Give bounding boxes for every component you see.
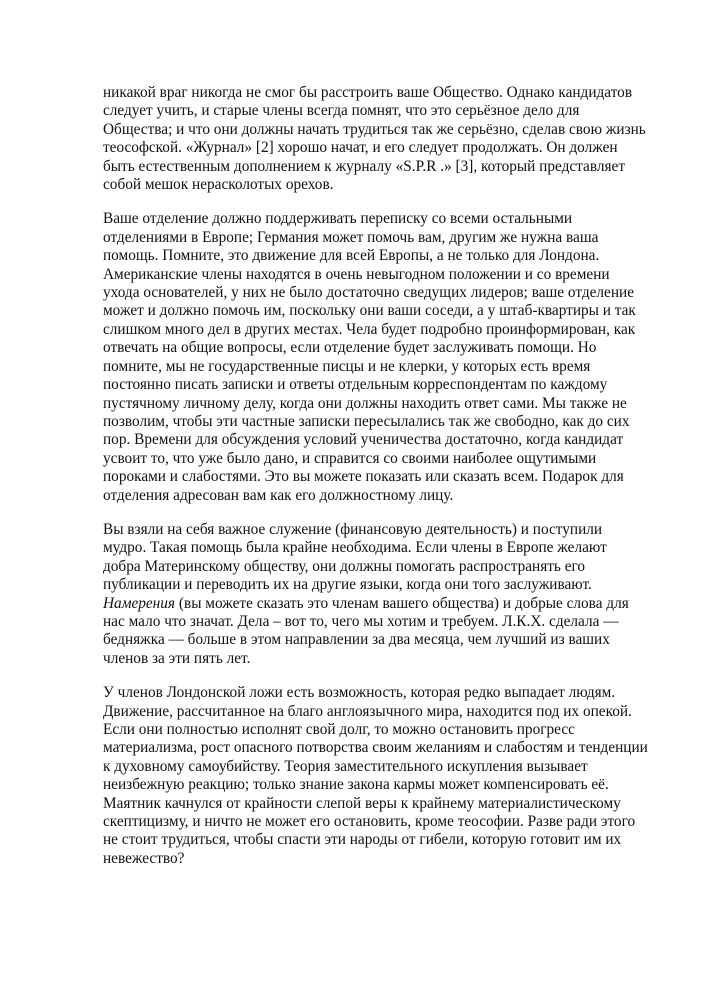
paragraph-2 (103, 210, 648, 505)
paragraph-text: (вы можете сказать это членам вашего общества) и добрые слова для нас мало что значат. Дела – вот то, чего мы хотим и требуем. Л.К.Х. сделала — бедняжка — больше в этом направлении за два месяца, чем лучший из ваших членов за эти пять лет. (103, 594, 629, 667)
paragraph-text: никакой враг никогда не смог бы расстроить ваше Общество. Однако кандидатов следует учить, и старые члены всегда помнят, что это серьёзное дело для Общества; и что они должны начать трудиться так же серьёзно, сделав свою жизнь теософской. «Журнал» [2] хорошо начат, и его следует продолжать. Он должен быть естественным дополнением к журналу «S.P.R .» [3], который представляет собой мешок нерасколотых орехов. (103, 84, 646, 194)
document-page (103, 84, 648, 884)
paragraph-3 (103, 521, 648, 668)
paragraph-text: У членов Лондонской ложи есть возможность, которая редко выпадает людям. Движение, рассчитанное на благо англоязычного мира, находится под их опекой. Если они полностью исполнят свой долг, то можно остановить прогресс материализма, рост опасного потворства своим желаниям и слабостям и тенденции к духовному самоубийству. Теория заместительного искупления вызывает неизбежную реакцию; только знание закона кармы может компенсировать её. Маятник качнулся от крайности слепой веры к крайнему материалистическому скептицизму, и ничто не может его остановить, кроме теософии. Разве ради этого не стоит трудиться, чтобы спасти эти народы от гибели, которую готовит им их невежество? (103, 684, 648, 867)
paragraph-text: Вы взяли на себя важное служение (финансовую деятельность) и поступили мудро. Такая помощь была крайне необходима. Если члены в Европе желают добра Материнскому обществу, они должны помогать распространять его публикации и переводить их на другие языки, когда они того заслуживают. (103, 520, 607, 594)
paragraph-text: Ваше отделение должно поддерживать переписку со всеми остальными отделениями в Европе; Германия может помочь вам, другим же нужна ваша помощь. Помните, это движение для всей Европы, а не только для Лондона. Американские члены находятся в очень невыгодном положении и со времени ухода основателей, у них не было достаточно сведущих лидеров; ваше отделение может и должно помочь им, поскольку они ваши соседи, а у штаб-квартиры и так слишком много дел в других местах. Чела будет подробно проинформирован, как отвечать на общие вопросы, если отделение будет заслуживать помощи. Но помните, мы не государственные писцы и не клерки, у которых есть время постоянно писать записки и ответы отдельным корреспондентам по каждому пустячному личному делу, когда они должны находить ответ сами. Мы также не позволим, чтобы эти частные записки пересылались так же свободно, как до сих пор. Времени для обсуждения условий ученичества достаточно, когда кандидат усвоит то, что уже было дано, и справится со своими наиболее ощутимыми пороками и слабостями. Это вы можете показать или сказать всем. Подарок для отделения адресован вам как его должностному лицу. (103, 210, 636, 504)
italic-emphasis: Намерения (103, 594, 176, 612)
paragraph-4 (103, 684, 648, 868)
paragraph-1 (103, 84, 648, 194)
